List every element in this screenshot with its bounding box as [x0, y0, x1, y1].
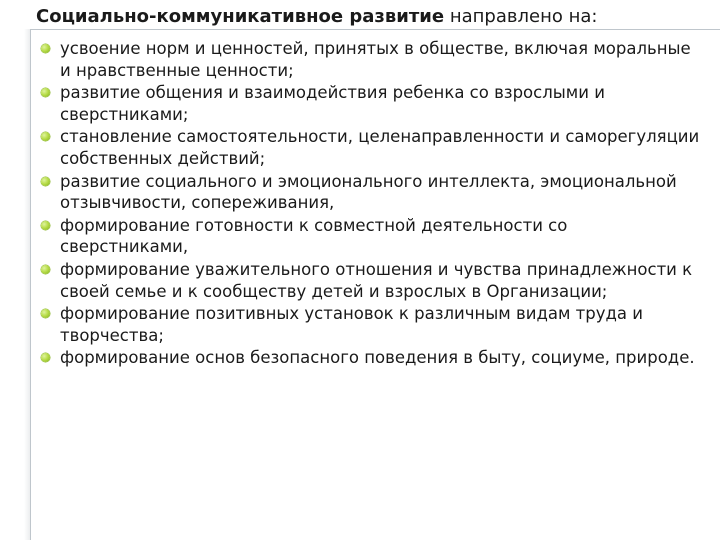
- list-item: [40, 259, 700, 302]
- list-item: [40, 215, 700, 258]
- green-circle-bullet-icon: [41, 309, 50, 318]
- list-item-text: формирование основ безопасного поведения в быту, социуме, природе.: [60, 348, 695, 368]
- green-circle-bullet-icon: [41, 265, 50, 274]
- green-circle-bullet-icon: [41, 88, 50, 97]
- frame-left-line: [30, 29, 31, 540]
- green-circle-bullet-icon: [41, 177, 50, 186]
- list-item: [40, 38, 700, 81]
- list-item-text: усвоение норм и ценностей, принятых в обществе, включая моральные и нравственные ценности;: [60, 39, 691, 80]
- list-item-text: формирование уважительного отношения и чувства принадлежности к своей семье и к сообществу детей и взрослых в Организации;: [60, 259, 693, 301]
- list-item: [40, 171, 700, 214]
- frame-top-line: [30, 29, 720, 30]
- list-item: [40, 303, 700, 346]
- slide-title-bold: Социально-коммуникативное развитие: [36, 6, 445, 27]
- list-item-text: формирование позитивных установок к различным видам труда и творчества;: [60, 304, 643, 345]
- slide-title-rest: направлено на:: [444, 6, 598, 27]
- list-item: [40, 347, 700, 369]
- green-circle-bullet-icon: [41, 132, 50, 141]
- bullet-list: [40, 38, 700, 370]
- list-item: [40, 82, 700, 125]
- list-item-text: развитие социального и эмоционального интеллекта, эмоциональной отзывчивости, сопереживания,: [60, 171, 677, 213]
- green-circle-bullet-icon: [41, 221, 50, 230]
- list-item-text: формирование готовности к совместной деятельности со сверстниками,: [60, 215, 568, 257]
- list-item: [40, 126, 700, 169]
- green-circle-bullet-icon: [41, 353, 50, 362]
- green-circle-bullet-icon: [41, 44, 50, 53]
- list-item-text: становление самостоятельности, целенаправленности и саморегуляции собственных действий;: [60, 127, 700, 168]
- slide-title: [36, 6, 597, 28]
- list-item-text: развитие общения и взаимодействия ребенка со взрослыми и сверстниками;: [60, 83, 605, 124]
